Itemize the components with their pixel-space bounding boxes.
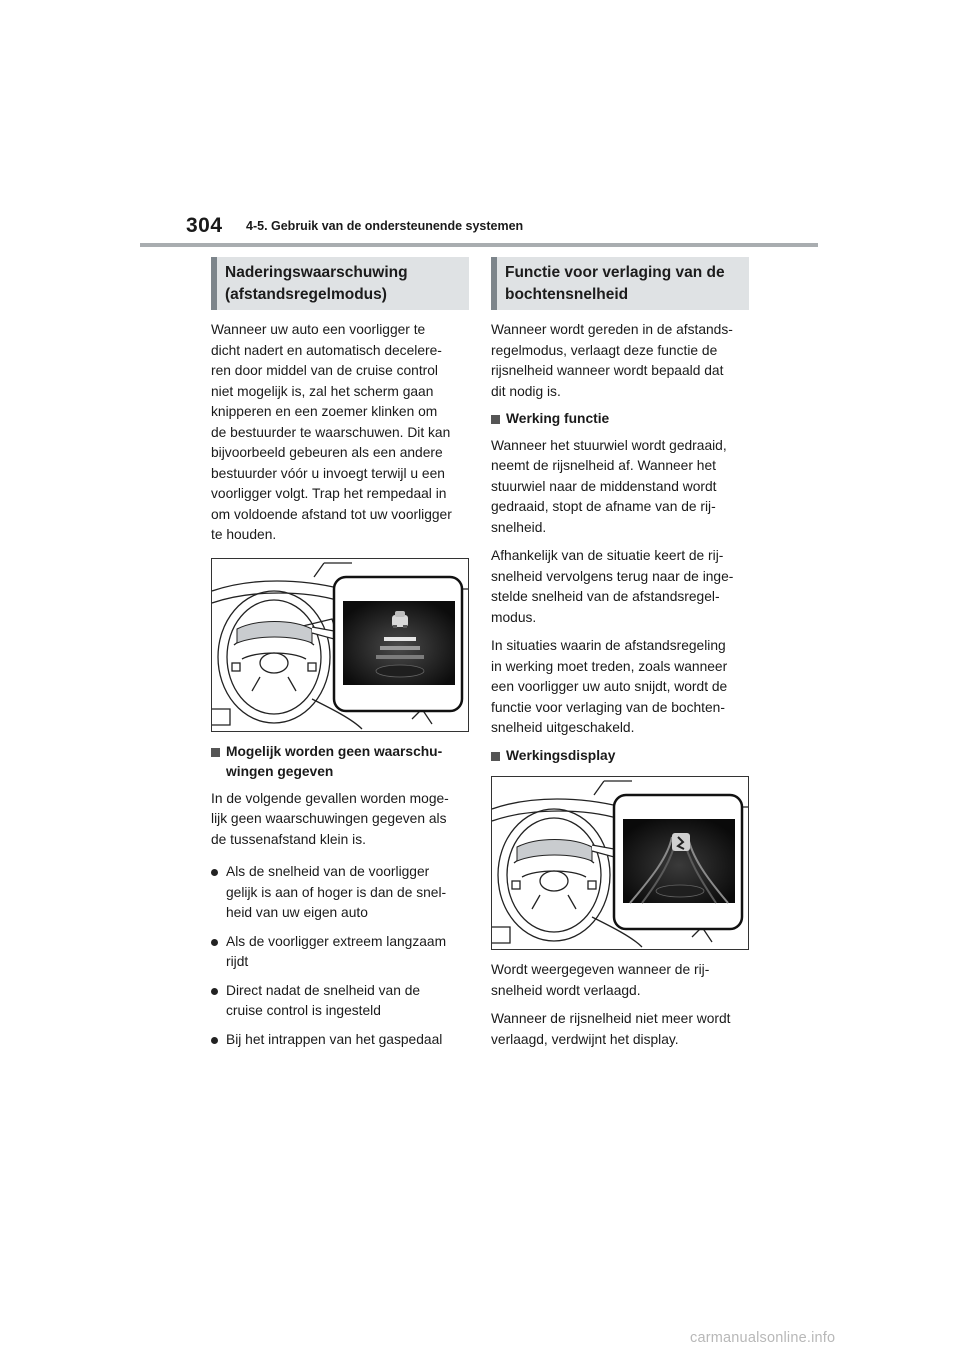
- left-column: [211, 257, 469, 1058]
- approach-warning-heading: Naderingswaarschuwing (afstandsregelmodus): [211, 257, 469, 310]
- list-item: Direct nadat de snelheid van de cruise control is ingesteld: [211, 981, 469, 1022]
- list-item: Als de snelheid van de voorligger gelijk is aan of hoger is dan de snel- heid van uw eigen auto: [211, 862, 469, 924]
- function-operation-subheading: Werking functie: [491, 409, 749, 430]
- return-speed-paragraph: Afhankelijk van de situatie keert de rij- snelheid vervolgens terug naar de inge- stelde snelheid van de afstandsregel- modus.: [491, 548, 734, 625]
- bullet-dot-icon: [211, 869, 218, 876]
- display-hidden-paragraph: Wanneer de rijsnelheid niet meer wordt verlaagd, verdwijnt het display.: [491, 1011, 731, 1047]
- disabled-paragraph: In situaties waarin de afstandsregeling in werking moet treden, zoals wanneer een voorligger uw auto snijdt, wordt de functie voor verlaging van de bochten- snelheid uitgeschakeld.: [491, 638, 728, 735]
- page-number: 304: [186, 214, 223, 237]
- no-warning-subheading: Mogelijk worden geen waarschu- wingen gegeven: [211, 742, 469, 783]
- square-bullet-icon: [491, 752, 500, 761]
- operation-display-subheading: Werkingsdisplay: [491, 746, 749, 767]
- no-warning-paragraph: In de volgende gevallen worden moge- lijk geen waarschuwingen gegeven als de tussenafstand klein is.: [211, 790, 449, 847]
- bullet-dot-icon: [211, 939, 218, 946]
- display-shown-paragraph: Wordt weergegeven wanneer de rij- snelheid wordt verlaagd.: [491, 962, 710, 998]
- approach-warning-paragraph: Wanneer uw auto een voorligger te dicht nadert en automatisch decelere- ren door middel van de cruise control niet mogelijk is, zal het scherm gaan knipperen en een zoemer klinken om de bestuurder te waarschuwen. Dit kan bijvoorbeeld gebeuren als een andere bestuurder vóór u invoegt terwijl u een voorligger volgt. Trap het rempedaal in om voldoende afstand tot uw voorligger te houden.: [211, 322, 452, 542]
- bullet-dot-icon: [211, 988, 218, 995]
- approach-warning-illustration: [211, 558, 469, 732]
- header-rule: [140, 243, 818, 247]
- curve-speed-display-illustration: [491, 776, 749, 950]
- bullet-dot-icon: [211, 1037, 218, 1044]
- square-bullet-icon: [211, 748, 220, 757]
- square-bullet-icon: [491, 415, 500, 424]
- list-item: Als de voorligger extreem langzaam rijdt: [211, 932, 469, 973]
- list-item: Bij het intrappen van het gaspedaal: [211, 1030, 469, 1051]
- curve-speed-paragraph: Wanneer wordt gereden in de afstands- regelmodus, verlaagt deze functie de rijsnelheid wanneer wordt bepaald dat dit nodig is.: [491, 322, 733, 399]
- curve-speed-heading: Functie voor verlaging van de bochtensnelheid: [491, 257, 749, 310]
- section-title: 4-5. Gebruik van de ondersteunende systemen: [246, 219, 524, 233]
- right-column: [491, 257, 749, 1056]
- function-operation-paragraph: Wanneer het stuurwiel wordt gedraaid, neemt de rijsnelheid af. Wanneer het stuurwiel naar de middenstand wordt gedraaid, stopt de afname van de rij- snelheid.: [491, 437, 727, 535]
- watermark: carmanualsonline.info: [690, 1330, 836, 1346]
